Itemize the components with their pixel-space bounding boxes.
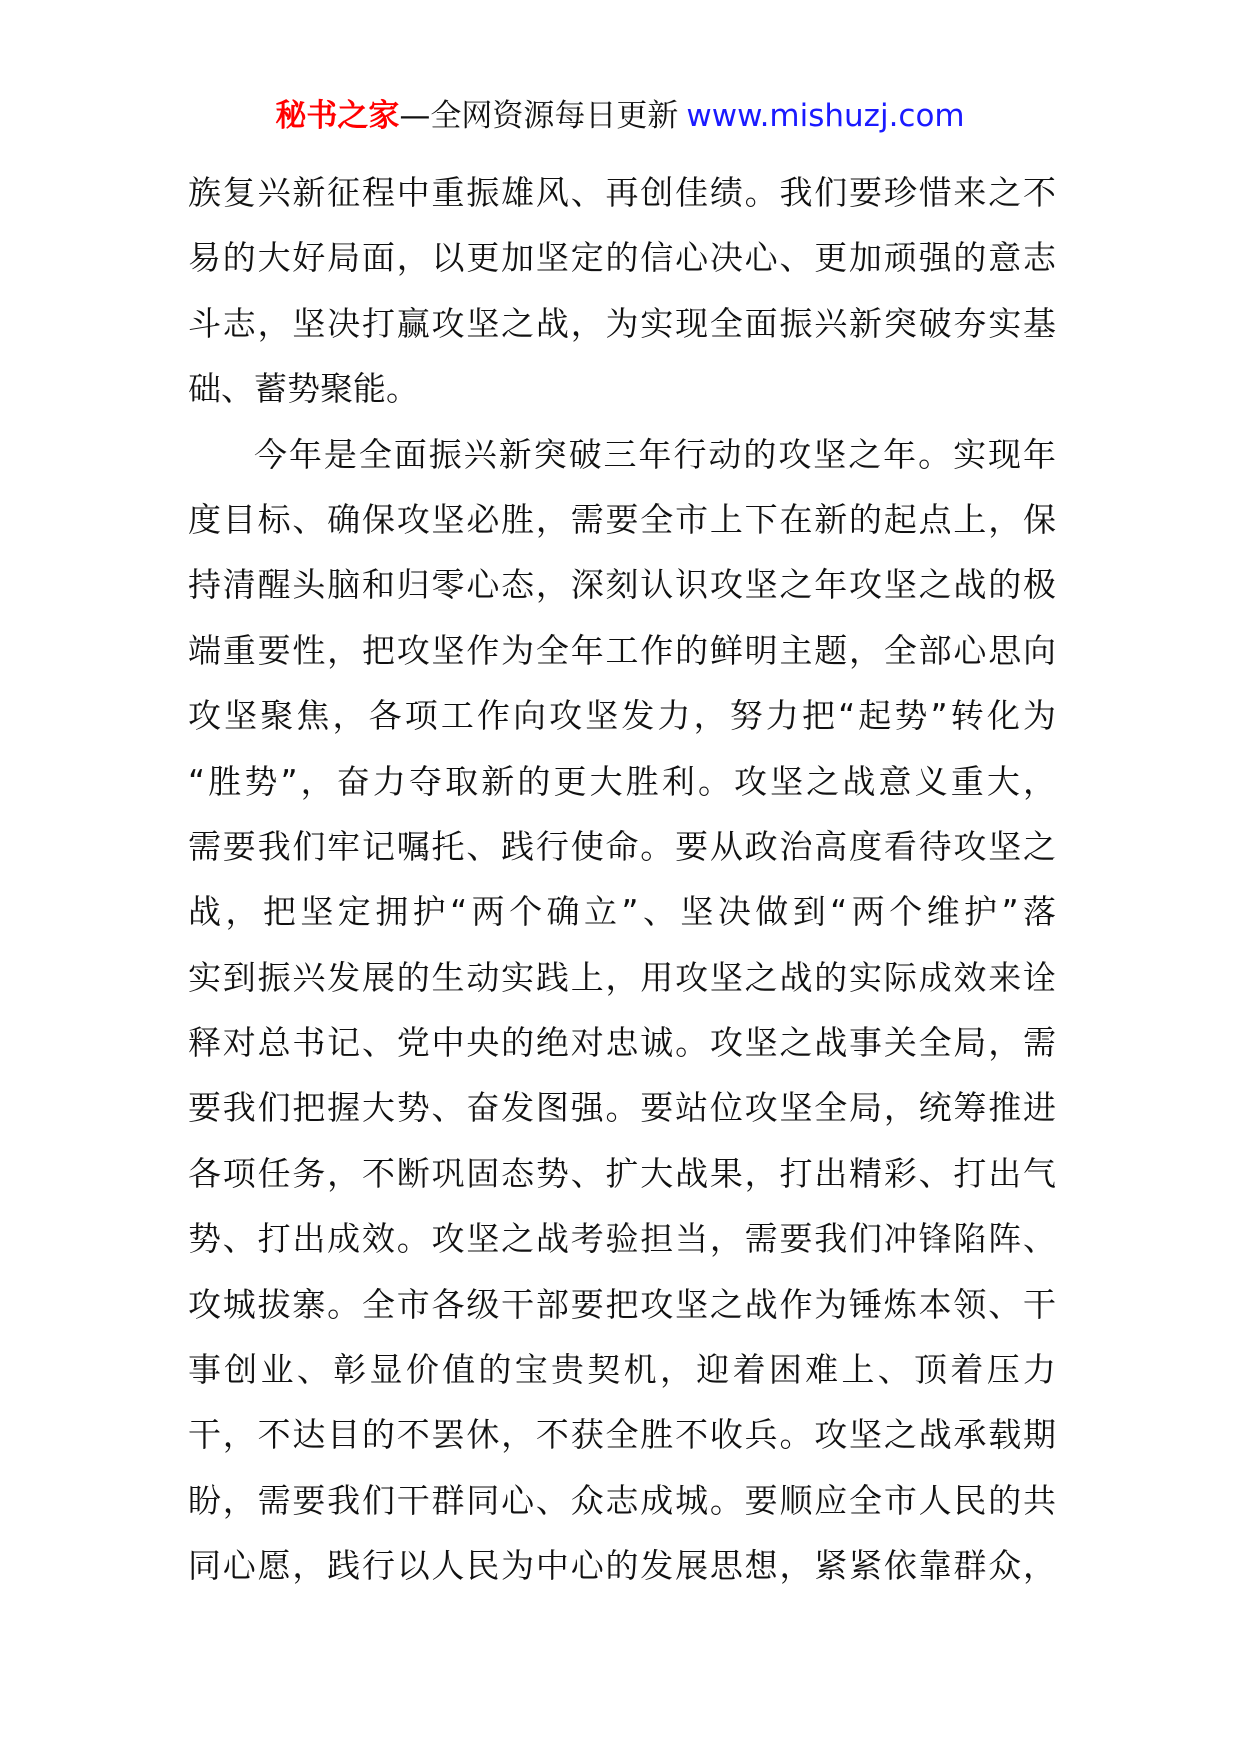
text-line: 势、打出成效。攻坚之战考验担当，需要我们冲锋陷阵、	[188, 1219, 1056, 1259]
text-line: 干，不达目的不罢休，不获全胜不收兵。攻坚之战承载期	[188, 1415, 1056, 1455]
header-tagline: —全网资源每日更新	[399, 98, 679, 134]
page-header	[0, 96, 1240, 136]
brand-name: 秘书之家	[275, 98, 400, 134]
site-url-link[interactable]: www.mishuzj.com	[686, 98, 965, 134]
text-line: 持清醒头脑和归零心态，深刻认识攻坚之年攻坚之战的极	[188, 565, 1056, 605]
text-line: 攻坚聚焦，各项工作向攻坚发力，努力把“起势”转化为	[188, 696, 1056, 736]
text-line: 础、蓄势聚能。	[188, 369, 419, 409]
text-line: 盼，需要我们干群同心、众志成城。要顺应全市人民的共	[188, 1480, 1056, 1520]
text-line: 战，把坚定拥护“两个确立”、坚决做到“两个维护”落	[188, 892, 1056, 932]
text-line: 同心愿，践行以人民为中心的发展思想，紧紧依靠群众，	[188, 1546, 1056, 1586]
text-line: “胜势”，奋力夺取新的更大胜利。攻坚之战意义重大，	[188, 761, 1056, 801]
text-line: 事创业、彰显价值的宝贵契机，迎着困难上、顶着压力	[188, 1350, 1056, 1390]
text-line: 斗志，坚决打赢攻坚之战，为实现全面振兴新突破夯实基	[188, 303, 1056, 343]
text-line: 实到振兴发展的生动实践上，用攻坚之战的实际成效来诠	[188, 957, 1056, 997]
text-line: 需要我们牢记嘱托、践行使命。要从政治高度看待攻坚之	[188, 826, 1056, 866]
paragraph-first-line: 今年是全面振兴新突破三年行动的攻坚之年。实现年	[254, 434, 1056, 474]
text-line: 端重要性，把攻坚作为全年工作的鲜明主题，全部心思向	[188, 630, 1056, 670]
text-line: 攻城拔寨。全市各级干部要把攻坚之战作为锤炼本领、干	[188, 1284, 1056, 1324]
text-line: 释对总书记、党中央的绝对忠诚。攻坚之战事关全局，需	[188, 1023, 1056, 1063]
text-line: 族复兴新征程中重振雄风、再创佳绩。我们要珍惜来之不	[188, 173, 1056, 212]
text-line: 各项任务，不断巩固态势、扩大战果，打出精彩、打出气	[188, 1153, 1056, 1193]
text-line: 度目标、确保攻坚必胜，需要全市上下在新的起点上，保	[188, 499, 1056, 539]
document-body	[188, 160, 1056, 1599]
text-line: 要我们把握大势、奋发图强。要站位攻坚全局，统筹推进	[188, 1088, 1056, 1128]
text-line: 易的大好局面，以更加坚定的信心决心、更加顽强的意志	[188, 238, 1056, 278]
